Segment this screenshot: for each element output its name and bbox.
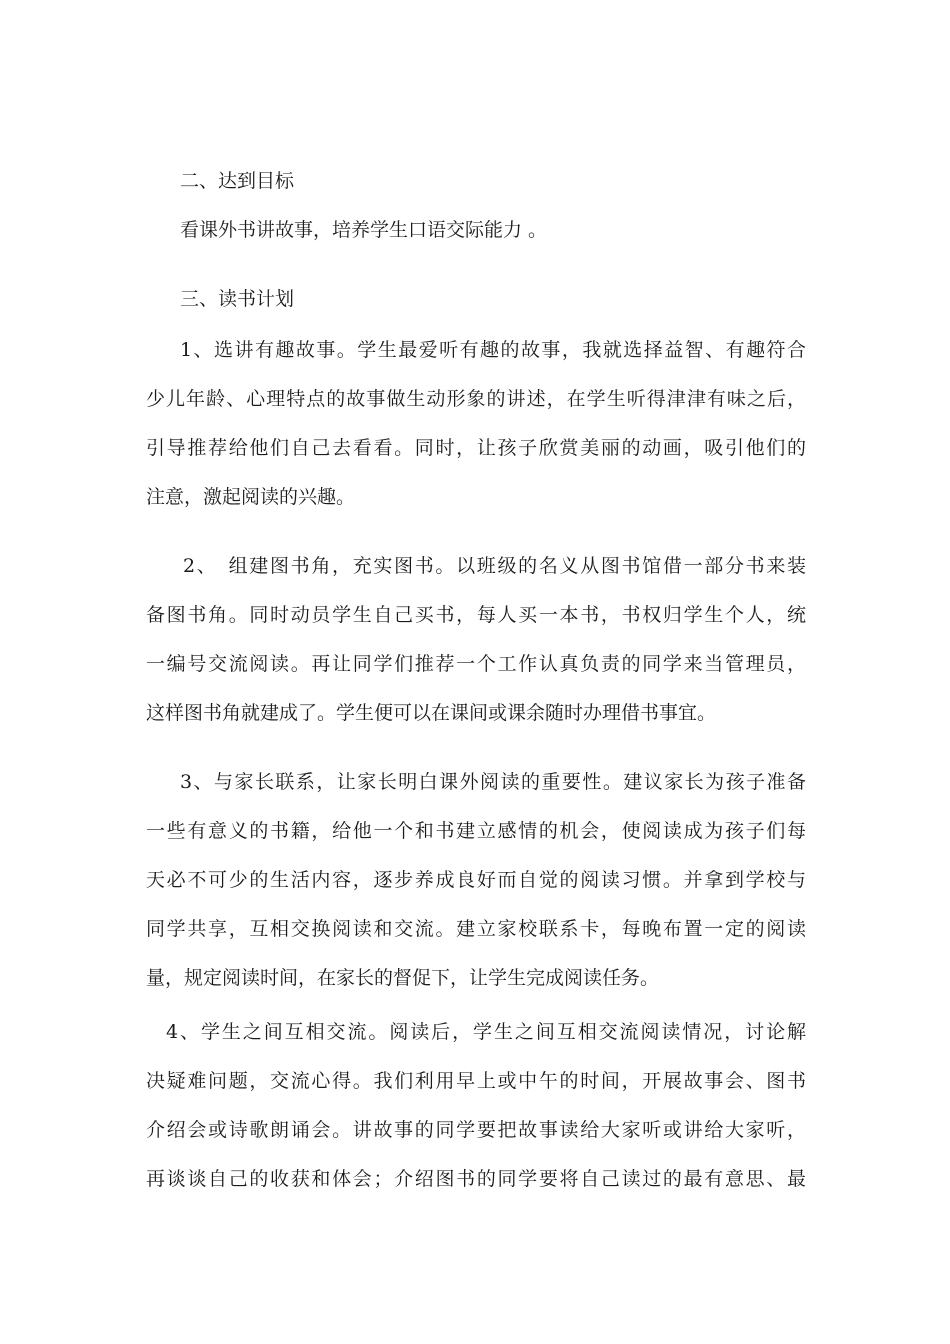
item-4-line-4: 再谈谈自己的收获和体会；介绍图书的同学要将自己读过的最有意思、最: [146, 1168, 806, 1190]
item-3-line-1: 3、与家长联系，让家长明白课外阅读的重要性。建议家长为孩子准备: [180, 771, 806, 793]
item-4-line-2: 决疑难问题，交流心得。我们利用早上或中午的时间，开展故事会、图书: [146, 1070, 806, 1092]
goal-text: 看课外书讲故事，培养学生口语交际能力 。: [180, 219, 548, 241]
item-1-line-3: 引导推荐给他们自己去看看。同时，让孩子欣赏美丽的动画，吸引他们的: [146, 437, 806, 459]
item-3-line-5: 量，规定阅读时间，在家长的督促下，让学生完成阅读任务。: [146, 967, 660, 989]
item-2-line-1: 2、 组建图书角，充实图书。以班级的名义从图书馆借一部分书来装: [183, 555, 806, 577]
item-1-line-2: 少儿年龄、心理特点的故事做生动形象的讲述，在学生听得津津有味之后，: [146, 388, 806, 410]
item-3-line-2: 一些有意义的书籍，给他一个和书建立感情的机会，使阅读成为孩子们每: [146, 820, 806, 842]
item-4-line-1: 4、学生之间互相交流。阅读后，学生之间互相交流阅读情况，讨论解: [166, 1021, 806, 1043]
item-3-line-4: 同学共享，互相交换阅读和交流。建立家校联系卡，每晚布置一定的阅读: [146, 918, 806, 940]
item-2-line-3: 一编号交流阅读。再让同学们推荐一个工作认真负责的同学来当管理员，: [146, 653, 806, 675]
item-2-line-4: 这样图书角就建成了。学生便可以在课间或课余随时办理借书事宜。: [146, 702, 717, 724]
item-4-line-3: 介绍会或诗歌朗诵会。讲故事的同学要把故事读给大家听或讲给大家听，: [146, 1119, 806, 1141]
item-1-line-1: 1、选讲有趣故事。学生最爱听有趣的故事，我就选择益智、有趣符合: [180, 339, 806, 361]
section-heading-plan: 三、读书计划: [180, 288, 295, 310]
section-heading-goal: 二、达到目标: [180, 170, 295, 192]
item-2-line-2: 备图书角。同时动员学生自己买书，每人买一本书，书权归学生个人，统: [146, 604, 806, 626]
item-3-line-3: 天必不可少的生活内容，逐步养成良好而自觉的阅读习惯。并拿到学校与: [146, 869, 806, 891]
item-1-line-4: 注意，激起阅读的兴趣。: [146, 486, 356, 508]
